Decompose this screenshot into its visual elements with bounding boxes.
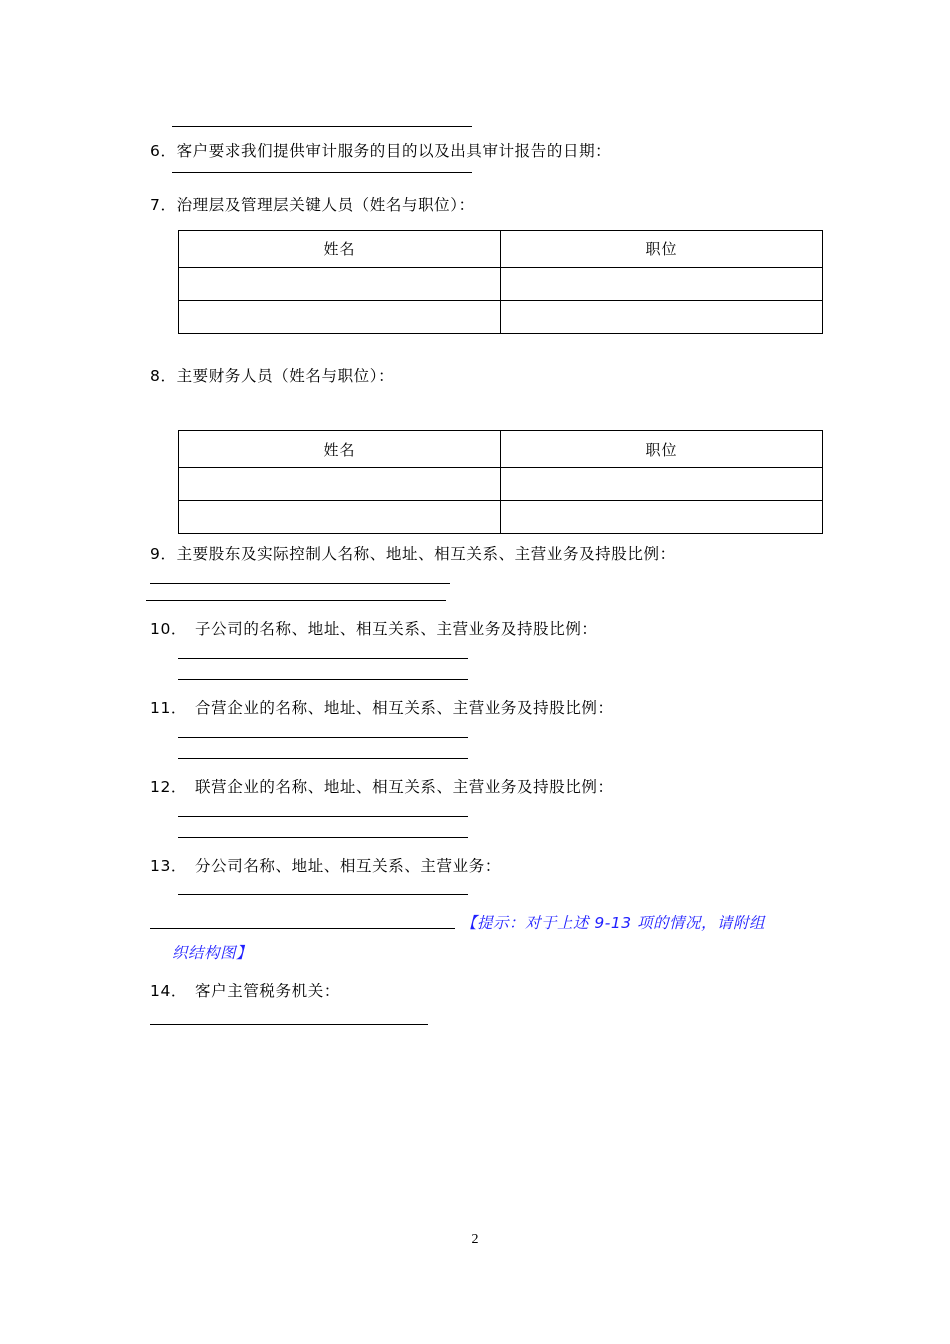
item-11-number: 11． — [150, 698, 188, 717]
item-10-number: 10． — [150, 620, 188, 639]
item-8-text: 主要财务人员（姓名与职位）： — [176, 366, 395, 385]
cell-position[interactable] — [501, 300, 823, 333]
table-row — [179, 267, 823, 300]
hint-text-line2: 织结构图】 — [172, 944, 253, 963]
table-row — [179, 300, 823, 333]
item-10-text: 子公司的名称、地址、相互关系、主营业务及持股比例： — [195, 620, 598, 639]
item-13-text: 分公司名称、地址、相互关系、主营业务： — [195, 856, 501, 875]
item-7-number: 7． — [150, 195, 177, 214]
cell-name[interactable] — [179, 267, 501, 300]
column-header-position: 职位 — [501, 230, 823, 267]
item-13 — [150, 854, 830, 879]
item-14-number: 14． — [150, 982, 188, 1001]
item-8 — [150, 364, 830, 389]
item-7-text: 治理层及管理层关键人员（姓名与职位）： — [176, 195, 475, 214]
item-12-number: 12． — [150, 777, 188, 796]
item-13-fill-rule-2[interactable] — [150, 928, 455, 929]
item-11 — [150, 696, 830, 721]
document-body — [150, 0, 830, 1025]
column-header-name: 姓名 — [179, 230, 501, 267]
item-6-number: 6． — [150, 142, 177, 160]
column-header-name: 姓名 — [179, 431, 501, 468]
table-header-row — [179, 230, 823, 267]
page-number: 2 — [471, 1232, 479, 1247]
item-6 — [150, 139, 830, 164]
item-7 — [150, 193, 830, 218]
item-9-number: 9． — [150, 545, 177, 564]
item-11-text: 合营企业的名称、地址、相互关系、主营业务及持股比例： — [195, 698, 614, 717]
item-13-number: 13． — [150, 856, 188, 875]
hint-row — [150, 911, 830, 933]
item-8-number: 8． — [150, 366, 177, 385]
cell-name[interactable] — [179, 468, 501, 501]
column-header-position: 职位 — [501, 431, 823, 468]
cell-position[interactable] — [501, 267, 823, 300]
item-9 — [150, 542, 830, 567]
cell-name[interactable] — [179, 501, 501, 534]
item-12 — [150, 775, 830, 800]
cell-name[interactable] — [179, 300, 501, 333]
cell-position[interactable] — [501, 501, 823, 534]
table-row — [179, 501, 823, 534]
table-row — [179, 468, 823, 501]
item-14 — [150, 979, 830, 1004]
item-6-text: 客户要求我们提供审计服务的目的以及出具审计报告的日期： — [176, 142, 612, 160]
cell-position[interactable] — [501, 468, 823, 501]
item-9-text: 主要股东及实际控制人名称、地址、相互关系、主营业务及持股比例： — [176, 545, 676, 564]
finance-staff-table — [178, 430, 823, 534]
hint-text-line1: 【提示：对于上述 9-13 项的情况，请附组 — [461, 914, 766, 933]
item-10 — [150, 617, 830, 642]
governance-table — [178, 230, 823, 334]
table-header-row — [179, 431, 823, 468]
item-12-text: 联营企业的名称、地址、相互关系、主营业务及持股比例： — [195, 777, 614, 796]
item-14-text: 客户主管税务机关： — [195, 982, 340, 1001]
item-14-fill-rule[interactable] — [150, 1024, 428, 1025]
